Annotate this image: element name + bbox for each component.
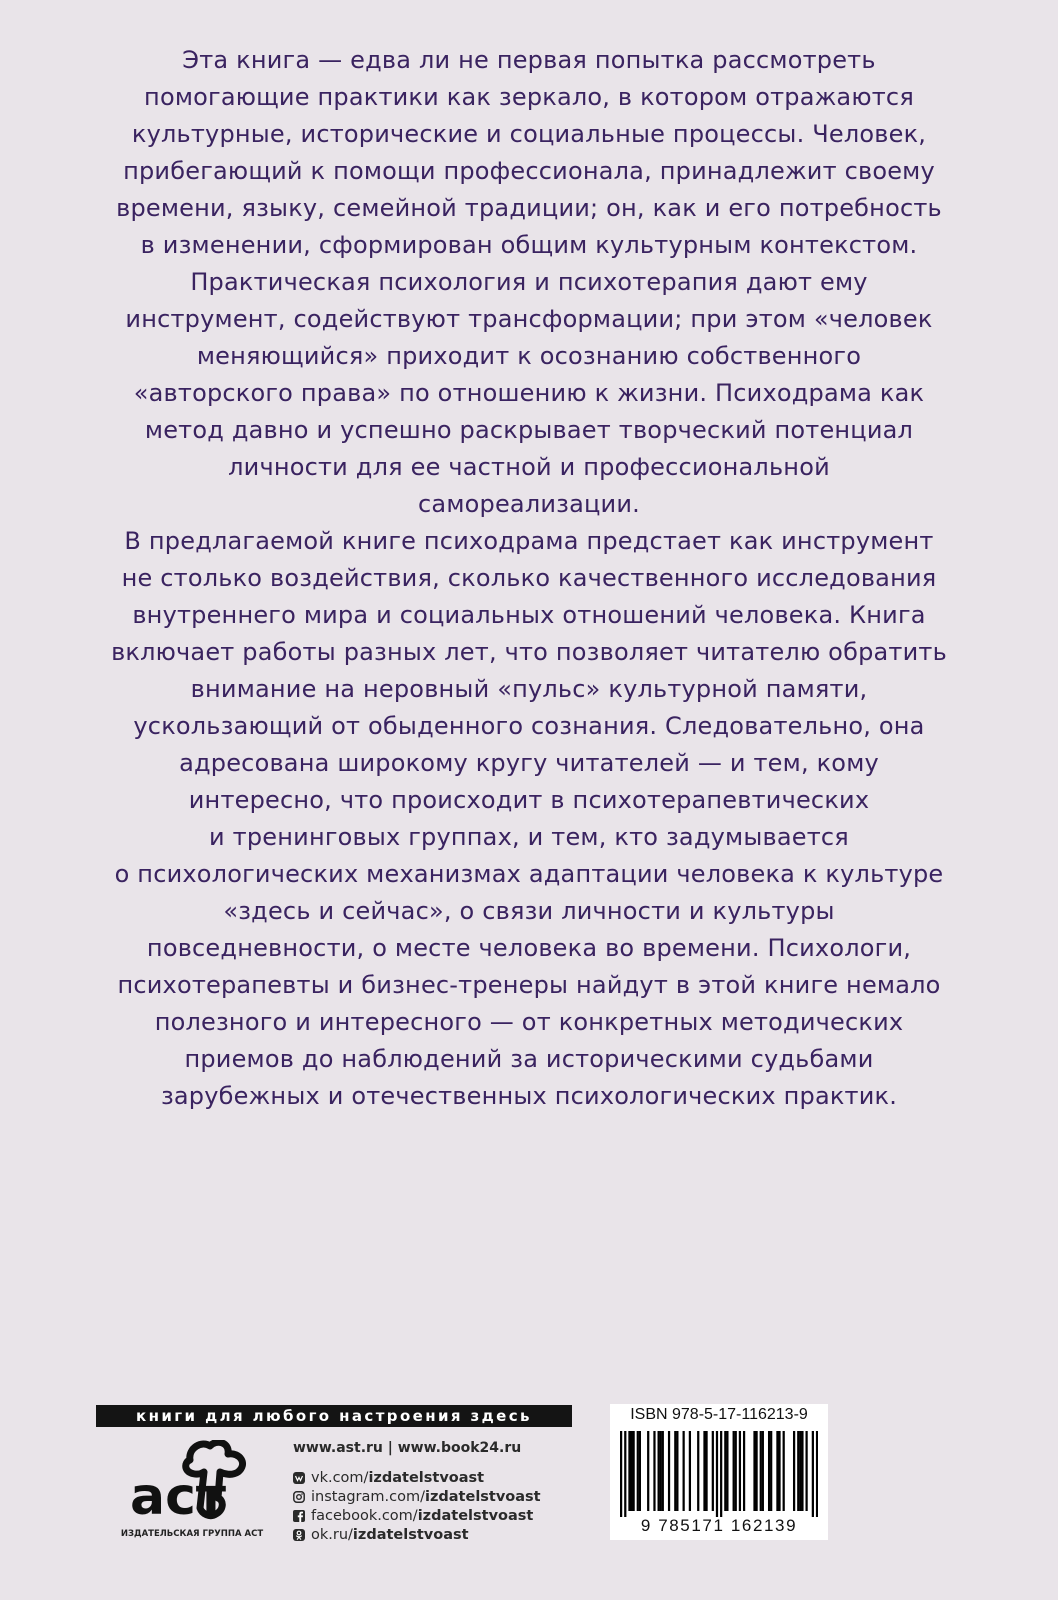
barcode-bar bbox=[726, 1431, 728, 1511]
barcode-bar bbox=[697, 1431, 699, 1511]
annotation-line: помогающие практики как зеркало, в котором отражаются bbox=[144, 83, 914, 111]
barcode-bar bbox=[628, 1431, 630, 1511]
barcode-bar bbox=[778, 1431, 780, 1511]
barcode-bar bbox=[653, 1431, 655, 1511]
barcode-bar bbox=[812, 1431, 814, 1517]
barcode-bar bbox=[633, 1431, 635, 1511]
social-link-vk[interactable] bbox=[293, 1468, 541, 1487]
annotation-line: повседневности, о месте человека во времени. Психологи, bbox=[146, 934, 912, 962]
barcode-icon bbox=[620, 1431, 818, 1517]
barcode-bar bbox=[716, 1431, 718, 1517]
barcode-bar bbox=[770, 1431, 772, 1511]
barcode-bar bbox=[630, 1431, 632, 1511]
barcode-bar bbox=[712, 1431, 714, 1511]
barcode-bar bbox=[637, 1431, 639, 1511]
social-link-odnoklassniki[interactable] bbox=[293, 1525, 541, 1544]
barcode-bar bbox=[668, 1431, 670, 1511]
barcode-bar bbox=[705, 1431, 707, 1511]
annotation-line: зарубежных и отечественных психологических практик. bbox=[160, 1082, 898, 1110]
barcode-bar bbox=[620, 1431, 622, 1517]
annotation-line: включает работы разных лет, что позволяет читателю обратить bbox=[111, 638, 947, 666]
annotation-line: Практическая психология и психотерапия дают ему bbox=[190, 268, 868, 296]
annotation-line: прибегающий к помощи профессионала, принадлежит своему bbox=[123, 157, 935, 185]
barcode-bar bbox=[733, 1431, 735, 1511]
barcode-digits: 9 785171 162139 bbox=[640, 1516, 798, 1535]
annotation-line: в изменении, сформирован общим культурным контекстом. bbox=[140, 231, 918, 259]
isbn-barcode-block bbox=[610, 1404, 828, 1540]
barcode-bar bbox=[793, 1431, 795, 1511]
barcode-bar bbox=[739, 1431, 741, 1511]
barcode-bar bbox=[724, 1431, 726, 1511]
barcode-bar bbox=[660, 1431, 662, 1511]
barcode-bar bbox=[755, 1431, 757, 1511]
barcode-bar bbox=[762, 1431, 764, 1511]
ast-logo-icon bbox=[128, 1440, 256, 1526]
annotation-line: времени, языку, семейной традиции; он, как и его потребность bbox=[116, 194, 942, 222]
annotation-line: о психологических механизмах адаптации человека к культуре bbox=[114, 860, 944, 888]
social-prefix: vk.com/ bbox=[311, 1469, 369, 1486]
slogan-bar: книги для любого настроения здесь bbox=[96, 1405, 572, 1427]
social-link-instagram[interactable] bbox=[293, 1487, 541, 1506]
odnoklassniki-icon bbox=[293, 1529, 305, 1541]
barcode-bar bbox=[662, 1431, 664, 1511]
annotation-line: «здесь и сейчас», о связи личности и культуры bbox=[223, 897, 835, 925]
barcode-bar bbox=[743, 1431, 745, 1511]
annotation-line: В предлагаемой книге психодрама предстает как инструмент bbox=[124, 527, 934, 555]
barcode-bar bbox=[760, 1431, 762, 1511]
annotation-line: внутреннего мира и социальных отношений человека. Книга bbox=[132, 601, 926, 629]
barcode-bar bbox=[720, 1431, 722, 1517]
instagram-icon bbox=[293, 1491, 305, 1503]
social-handle: izdatelstvoast bbox=[368, 1469, 485, 1486]
annotation-line: психотерапевты и бизнес-тренеры найдут в этой книге немало bbox=[117, 971, 941, 999]
website-links[interactable]: www.ast.ru | www.book24.ru bbox=[293, 1440, 522, 1456]
annotation-line: внимание на неровный «пульс» культурной памяти, bbox=[190, 675, 868, 703]
barcode-bar bbox=[624, 1431, 626, 1517]
barcode-bar bbox=[647, 1431, 649, 1511]
barcode-bar bbox=[753, 1431, 755, 1511]
annotation-line: и тренинговых группах, и тем, кто задумывается bbox=[209, 823, 849, 851]
barcode-bar bbox=[639, 1431, 641, 1511]
annotation-line: личности для ее частной и профессиональной bbox=[228, 453, 830, 481]
barcode-bar bbox=[683, 1431, 685, 1511]
isbn-number: ISBN 978-5-17-116213-9 bbox=[630, 1406, 808, 1423]
social-link-facebook[interactable] bbox=[293, 1506, 541, 1525]
social-prefix: facebook.com/ bbox=[311, 1507, 418, 1524]
social-handle: izdatelstvoast bbox=[417, 1507, 534, 1524]
annotation-line: культурные, исторические и социальные процессы. Человек, bbox=[131, 120, 927, 148]
publisher-links bbox=[293, 1438, 541, 1544]
annotation-line: ускользающий от обыденного сознания. Следовательно, она bbox=[133, 712, 925, 740]
barcode-bar bbox=[805, 1431, 807, 1511]
social-prefix: ok.ru/ bbox=[311, 1526, 353, 1543]
barcode-bar bbox=[689, 1431, 691, 1511]
barcode-bar bbox=[676, 1431, 678, 1511]
barcode-bar bbox=[797, 1431, 799, 1511]
barcode-bar bbox=[735, 1431, 737, 1511]
barcode-bar bbox=[801, 1431, 803, 1511]
social-prefix: instagram.com/ bbox=[311, 1488, 425, 1505]
annotation-line: приемов до наблюдений за историческими судьбами bbox=[184, 1045, 874, 1073]
barcode-bar bbox=[674, 1431, 676, 1511]
social-handle: izdatelstvoast bbox=[424, 1488, 541, 1505]
book-annotation bbox=[40, 42, 1018, 1115]
logo-text: аст bbox=[130, 1467, 227, 1526]
barcode-bar bbox=[768, 1431, 770, 1511]
annotation-line: не столько воздействия, сколько качественного исследования bbox=[121, 564, 937, 592]
facebook-icon bbox=[293, 1510, 305, 1522]
barcode-bar bbox=[776, 1431, 778, 1511]
annotation-line: самореализации. bbox=[418, 490, 640, 518]
annotation-line: Эта книга — едва ли не первая попытка рассмотреть bbox=[182, 46, 876, 74]
publisher-caption: ИЗДАТЕЛЬСКАЯ ГРУППА АСТ bbox=[120, 1529, 264, 1539]
annotation-line: меняющийся» приходит к осознанию собственного bbox=[196, 342, 862, 370]
barcode-bar bbox=[658, 1431, 660, 1511]
annotation-line: метод давно и успешно раскрывает творческий потенциал bbox=[144, 416, 914, 444]
annotation-line: интересно, что происходит в психотерапевтических bbox=[188, 786, 870, 814]
barcode-bar bbox=[816, 1431, 818, 1517]
social-handle: izdatelstvoast bbox=[352, 1526, 469, 1543]
barcode-bar bbox=[703, 1431, 705, 1511]
barcode-bar bbox=[783, 1431, 785, 1511]
publisher-logo bbox=[104, 1440, 280, 1550]
barcode-bar bbox=[799, 1431, 801, 1511]
annotation-line: полезного и интересного — от конкретных методических bbox=[154, 1008, 904, 1036]
annotation-line: адресована широкому кругу читателей — и тем, кому bbox=[179, 749, 879, 777]
vk-icon bbox=[293, 1472, 305, 1484]
annotation-line: инструмент, содействуют трансформации; при этом «человек bbox=[125, 305, 933, 333]
annotation-line: «авторского права» по отношению к жизни. Психодрама как bbox=[133, 379, 925, 407]
